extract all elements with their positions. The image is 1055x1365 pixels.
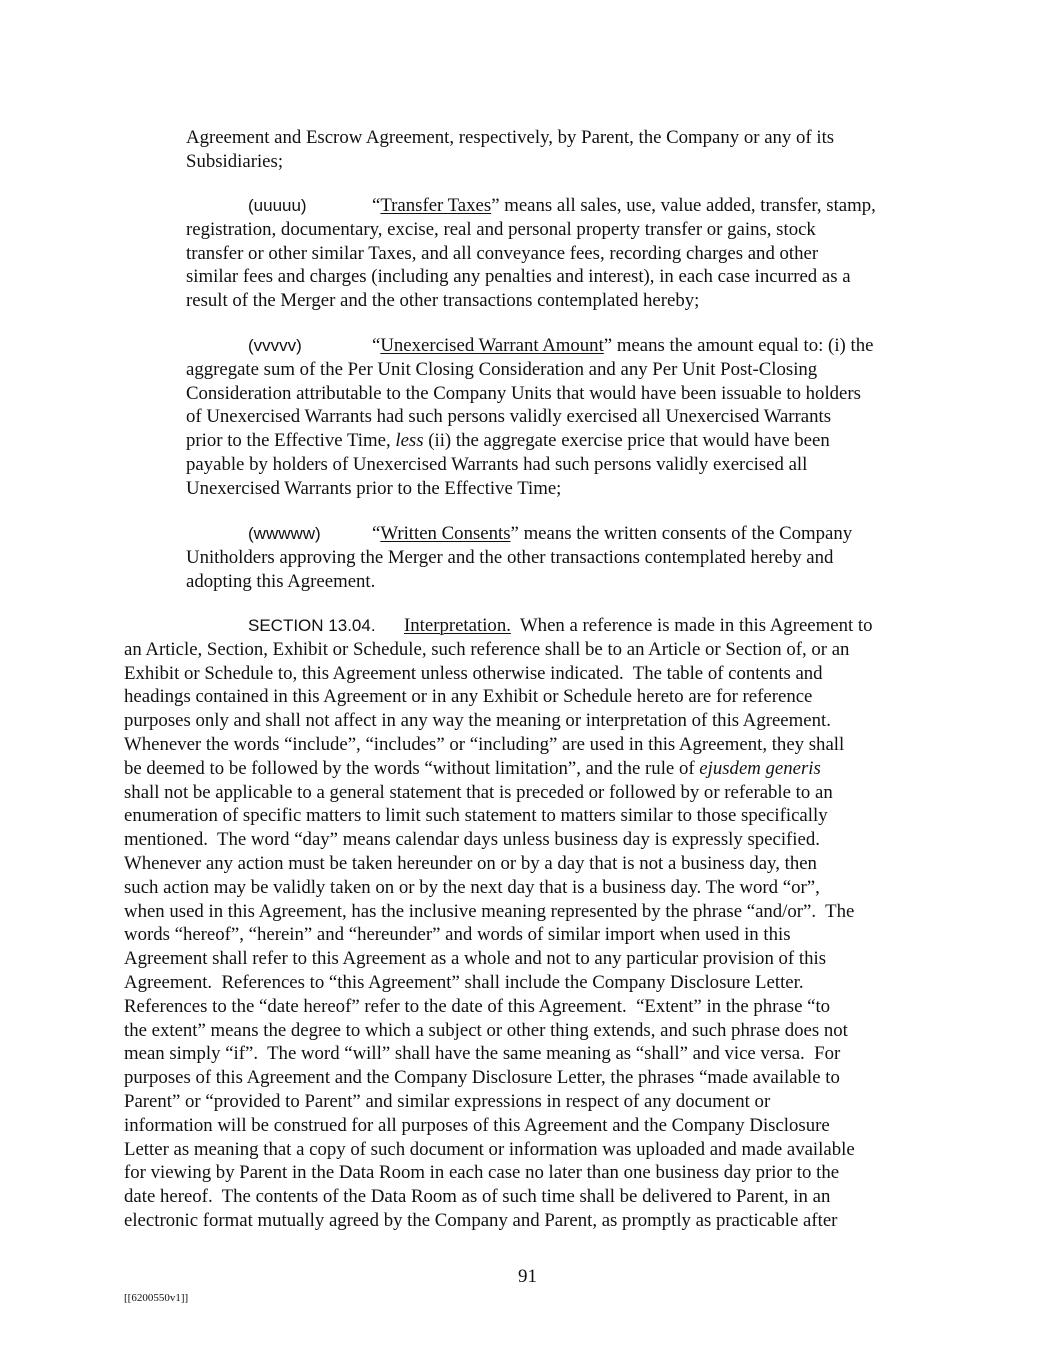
- text-segment: headings contained in this Agreement or in any Exhibit or Schedule hereto are for reference: [124, 686, 813, 708]
- text-segment: registration, documentary, excise, real and personal property transfer or gains, stock: [186, 218, 816, 240]
- text-line: [124, 876, 855, 900]
- text-line: [186, 242, 851, 266]
- text-segment: Agreement. References to “this Agreement” shall include the Company Disclosure Letter.: [124, 971, 804, 993]
- text-line: [124, 852, 855, 876]
- line-text: [372, 334, 873, 358]
- text-segment: be deemed to be followed by the words “without limitation”, and the rule of: [124, 757, 700, 779]
- text-line: [186, 334, 874, 358]
- text-segment: purposes only and shall not affect in any way the meaning or interpretation of this Agreement.: [124, 710, 831, 732]
- text-segment: electronic format mutually agreed by the Company and Parent, as promptly as practicable after: [124, 1209, 838, 1231]
- text-segment: date hereof. The contents of the Data Room as of such time shall be delivered to Parent, in an: [124, 1186, 831, 1208]
- text-segment: Unexercised Warrants prior to the Effective Time;: [186, 477, 562, 499]
- defined-term: Unexercised Warrant Amount: [380, 335, 604, 356]
- text-segment: information will be construed for all purposes of this Agreement and the Company Disclosure: [124, 1114, 830, 1136]
- text-segment: mean simply “if”. The word “will” shall have the same meaning as “shall” and vice versa. For: [124, 1043, 841, 1065]
- text-segment: similar fees and charges (including any penalties and interest), in each case incurred as a: [186, 266, 851, 288]
- text-segment: result of the Merger and the other transactions contemplated hereby;: [186, 290, 700, 312]
- text-line: [124, 804, 855, 828]
- italic-text: ejusdem generis: [699, 757, 821, 779]
- text-line: [124, 1019, 855, 1043]
- text-line: [124, 1042, 855, 1066]
- text-line: [124, 733, 855, 757]
- text-segment: When a reference is made in this Agreement to: [510, 615, 873, 636]
- text-line: [186, 546, 833, 570]
- text-segment: “: [372, 195, 381, 216]
- definition-transfer-taxes: [186, 194, 876, 313]
- text-line: [186, 477, 861, 501]
- defined-term: Transfer Taxes: [380, 195, 492, 216]
- text-line: [186, 382, 861, 406]
- text-segment: References to the “date hereof” refer to the date of this Agreement. “Extent” in the phrase “to: [124, 995, 831, 1017]
- definition-label: (uuuuu): [248, 196, 307, 215]
- text-line: [124, 971, 855, 995]
- text-segment: shall not be applicable to a general statement that is preceded or followed by or referable to an: [124, 781, 833, 803]
- text-line: [124, 947, 855, 971]
- text-segment: Whenever the words “include”, “includes” or “including” are used in this Agreement, they shall: [124, 733, 845, 755]
- line-text: [372, 522, 852, 546]
- text-segment: prior to the Effective Time,: [186, 430, 396, 452]
- text-segment: of Unexercised Warrants had such persons validly exercised all Unexercised Warrants: [186, 406, 832, 428]
- text-segment: purposes of this Agreement and the Company Disclosure Letter, the phrases “made available to: [124, 1067, 840, 1089]
- text-segment: an Article, Section, Exhibit or Schedule, such reference shall be to an Article or Section of, or an: [124, 638, 850, 660]
- text-line: [124, 1185, 855, 1209]
- text-segment: “: [372, 335, 381, 356]
- text-segment: enumeration of specific matters to limit such statement to matters similar to those specifically: [124, 805, 828, 827]
- text-line: [186, 126, 834, 150]
- text-segment: ” means the written consents of the Company: [510, 523, 853, 544]
- text-line: [124, 900, 855, 924]
- text-segment: mentioned. The word “day” means calendar days unless business day is expressly specified.: [124, 829, 820, 851]
- text-segment: Letter as meaning that a copy of such document or information was uploaded and made available: [124, 1138, 855, 1160]
- defined-term: Interpretation.: [404, 615, 511, 636]
- text-segment: “: [372, 523, 381, 544]
- text-segment: Exhibit or Schedule to, this Agreement unless otherwise indicated. The table of contents and: [124, 662, 823, 684]
- text-line: [124, 662, 855, 686]
- text-line: [124, 923, 855, 947]
- text-line: [124, 1090, 855, 1114]
- text-line: [124, 781, 855, 805]
- text-segment: the extent” means the degree to which a subject or other thing extends, and such phrase does not: [124, 1019, 848, 1041]
- text-segment: words “hereof”, “herein” and “hereunder” and words of similar import when used in this: [124, 924, 791, 946]
- text-segment: Unitholders approving the Merger and the other transactions contemplated hereby and: [186, 546, 834, 568]
- text-segment: Whenever any action must be taken hereunder on or by a day that is not a business day, then: [124, 852, 817, 874]
- text-segment: for viewing by Parent in the Data Room in each case no later than one business day prior to the: [124, 1162, 840, 1184]
- text-segment: Parent” or “provided to Parent” and similar expressions in respect of any document or: [124, 1090, 771, 1112]
- text-line: [186, 405, 861, 429]
- text-line: [124, 828, 855, 852]
- text-line: [186, 194, 876, 218]
- text-line: [124, 685, 855, 709]
- text-line: [124, 1066, 855, 1090]
- text-segment: when used in this Agreement, has the inclusive meaning represented by the phrase “and/or”. The: [124, 900, 855, 922]
- text-line: [186, 150, 834, 174]
- text-line: [124, 995, 855, 1019]
- definition-unexercised-warrant-amount: [186, 334, 874, 501]
- definition-written-consents: [186, 522, 853, 593]
- definition-label: (wwwww): [248, 524, 321, 543]
- text-line: [186, 265, 851, 289]
- text-segment: such action may be validly taken on or by the next day that is a business day. The word “or”,: [124, 876, 820, 898]
- italic-text: less: [395, 430, 424, 452]
- text-segment: Subsidiaries;: [186, 150, 284, 172]
- defined-term: Written Consents: [380, 523, 511, 544]
- text-segment: transfer or other similar Taxes, and all conveyance fees, recording charges and other: [186, 242, 819, 264]
- text-line: [186, 522, 853, 546]
- text-line: [186, 289, 851, 313]
- text-line: [186, 570, 833, 594]
- text-segment: ” means the amount equal to: (i) the: [603, 335, 874, 356]
- text-line: [124, 709, 855, 733]
- text-line: [124, 757, 855, 781]
- text-line: [124, 1209, 855, 1233]
- text-segment: payable by holders of Unexercised Warrants had such persons validly exercised all: [186, 453, 808, 475]
- text-segment: (ii) the aggregate exercise price that would have been: [423, 430, 830, 452]
- section-heading-number: SECTION 13.04.: [248, 616, 376, 635]
- text-line: [124, 614, 873, 638]
- definition-label: (vvvvv): [248, 336, 302, 355]
- paragraph-continuation: [186, 126, 834, 174]
- text-line: [124, 638, 855, 662]
- page-number: 91: [518, 1266, 537, 1287]
- section-13-04-interpretation: [124, 614, 873, 1233]
- text-line: [124, 1161, 855, 1185]
- text-line: [186, 453, 861, 477]
- text-segment: Agreement shall refer to this Agreement as a whole and not to any particular provision of this: [124, 948, 827, 970]
- text-line: [186, 429, 861, 453]
- text-segment: Consideration attributable to the Company Units that would have been issuable to holders: [186, 382, 861, 404]
- text-segment: Agreement and Escrow Agreement, respectively, by Parent, the Company or any of its: [186, 127, 835, 148]
- line-text: [404, 614, 872, 638]
- text-segment: ” means all sales, use, value added, transfer, stamp,: [491, 195, 876, 216]
- text-line: [186, 358, 861, 382]
- text-line: [124, 1138, 855, 1162]
- document-id: [[6200550v1]]: [124, 1292, 189, 1304]
- text-line: [186, 218, 851, 242]
- text-segment: adopting this Agreement.: [186, 570, 376, 592]
- text-segment: aggregate sum of the Per Unit Closing Consideration and any Per Unit Post-Closing: [186, 358, 818, 380]
- text-line: [124, 1114, 855, 1138]
- line-text: [372, 194, 876, 218]
